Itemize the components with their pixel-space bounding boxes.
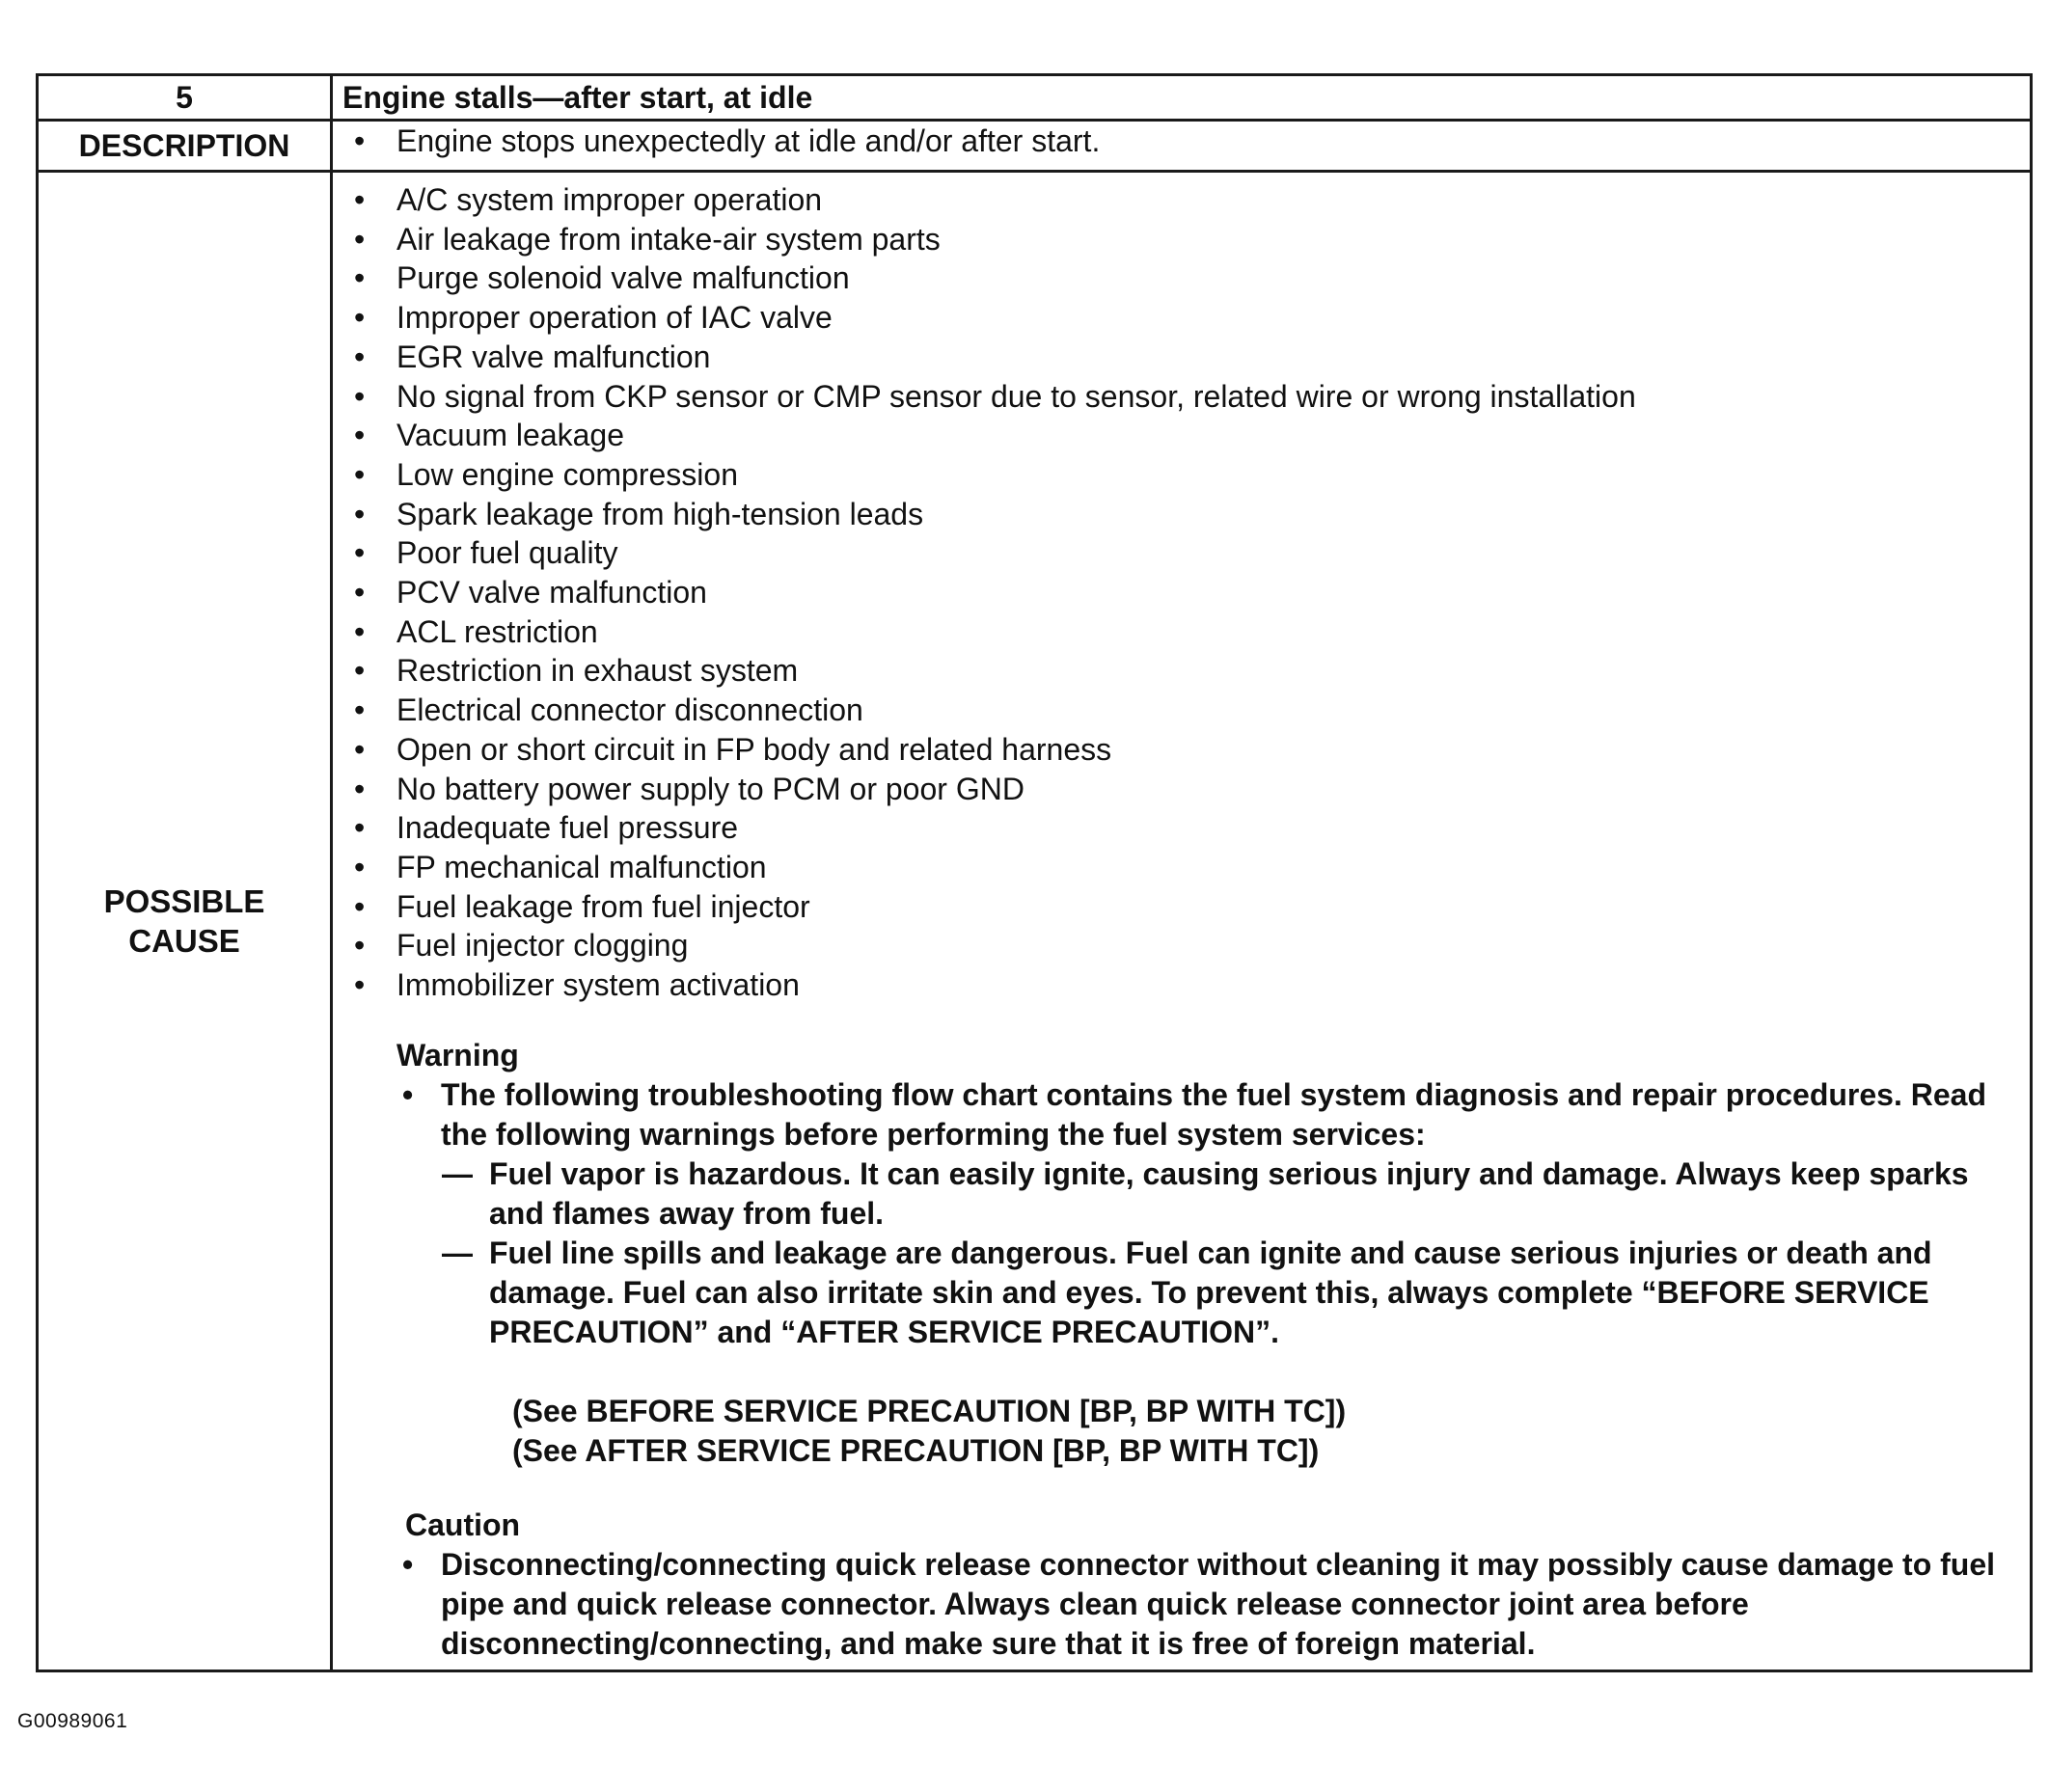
warning-sub-list [333, 1154, 2030, 1352]
list-item: • Fuel leakage from fuel injector [333, 887, 2030, 927]
list-item: • Purge solenoid valve malfunction [333, 258, 2030, 298]
caution-title: Caution [405, 1507, 521, 1542]
warning-list [333, 1075, 2030, 1154]
list-item: • Poor fuel quality [333, 533, 2030, 573]
warning-sub-item: — Fuel line spills and leakage are dangerous. Fuel can ignite and cause serious injuries or death and damage. Fuel can also irritate skin and eyes. To prevent this, always complete “BEFORE SERVICE PRECAUTION” and “AFTER SERVICE PRECAUTION”. [333, 1234, 2030, 1352]
row-number: 5 [38, 75, 332, 121]
list-item: • Inadequate fuel pressure [333, 808, 2030, 848]
list-item: • Open or short circuit in FP body and related harness [333, 730, 2030, 770]
possible-cause-label-line2: CAUSE [128, 922, 240, 959]
list-item: • EGR valve malfunction [333, 338, 2030, 377]
figure-id: G00989061 [17, 1710, 128, 1732]
list-item: • Spark leakage from high-tension leads [333, 495, 2030, 534]
troubleshooting-table [36, 73, 2033, 1672]
possible-cause-row [38, 172, 2032, 1671]
list-item: • PCV valve malfunction [333, 573, 2030, 612]
description-cell [332, 121, 2032, 172]
warning-title: Warning [396, 1037, 519, 1072]
possible-cause-label [38, 172, 332, 1671]
list-item: • FP mechanical malfunction [333, 848, 2030, 887]
possible-cause-label-line1: POSSIBLE [103, 882, 265, 919]
description-list [333, 122, 2030, 161]
description-row [38, 121, 2032, 172]
caution-list [333, 1545, 2030, 1664]
list-item: • Air leakage from intake-air system parts [333, 220, 2030, 259]
list-item: • Low engine compression [333, 455, 2030, 495]
possible-cause-cell [332, 172, 2032, 1671]
list-item: • Restriction in exhaust system [333, 651, 2030, 691]
reference-before-service: (See BEFORE SERVICE PRECAUTION [BP, BP WITH TC]) [512, 1393, 1347, 1428]
list-item: • Engine stops unexpectedly at idle and/or after start. [333, 122, 2030, 161]
cause-list [333, 180, 2030, 1005]
list-item: • Electrical connector disconnection [333, 691, 2030, 730]
symptom-title: Engine stalls—after start, at idle [332, 75, 2032, 121]
table-header-row [38, 75, 2032, 121]
list-item: • No signal from CKP sensor or CMP sensor due to sensor, related wire or wrong installation [333, 377, 2030, 417]
reference-after-service: (See AFTER SERVICE PRECAUTION [BP, BP WITH TC]) [512, 1432, 1320, 1468]
list-item: • Improper operation of IAC valve [333, 298, 2030, 338]
warning-text: • The following troubleshooting flow chart contains the fuel system diagnosis and repair procedures. Read the following warnings before performing the fuel system services: [333, 1075, 2030, 1154]
caution-text: • Disconnecting/connecting quick release connector without cleaning it may possibly cause damage to fuel pipe and quick release connector. Always clean quick release connector joint area before disconnecting/connecting, and make sure that it is free of foreign material. [333, 1545, 2030, 1664]
warning-sub-item: — Fuel vapor is hazardous. It can easily ignite, causing serious injury and damage. Always keep sparks and flames away from fuel. [333, 1154, 2030, 1234]
description-label: DESCRIPTION [38, 121, 332, 172]
list-item: • Vacuum leakage [333, 416, 2030, 455]
list-item: • ACL restriction [333, 612, 2030, 652]
list-item: • No battery power supply to PCM or poor GND [333, 770, 2030, 809]
list-item: • A/C system improper operation [333, 180, 2030, 220]
list-item: • Fuel injector clogging [333, 926, 2030, 965]
list-item: • Immobilizer system activation [333, 965, 2030, 1005]
reference-links [333, 1392, 2030, 1471]
